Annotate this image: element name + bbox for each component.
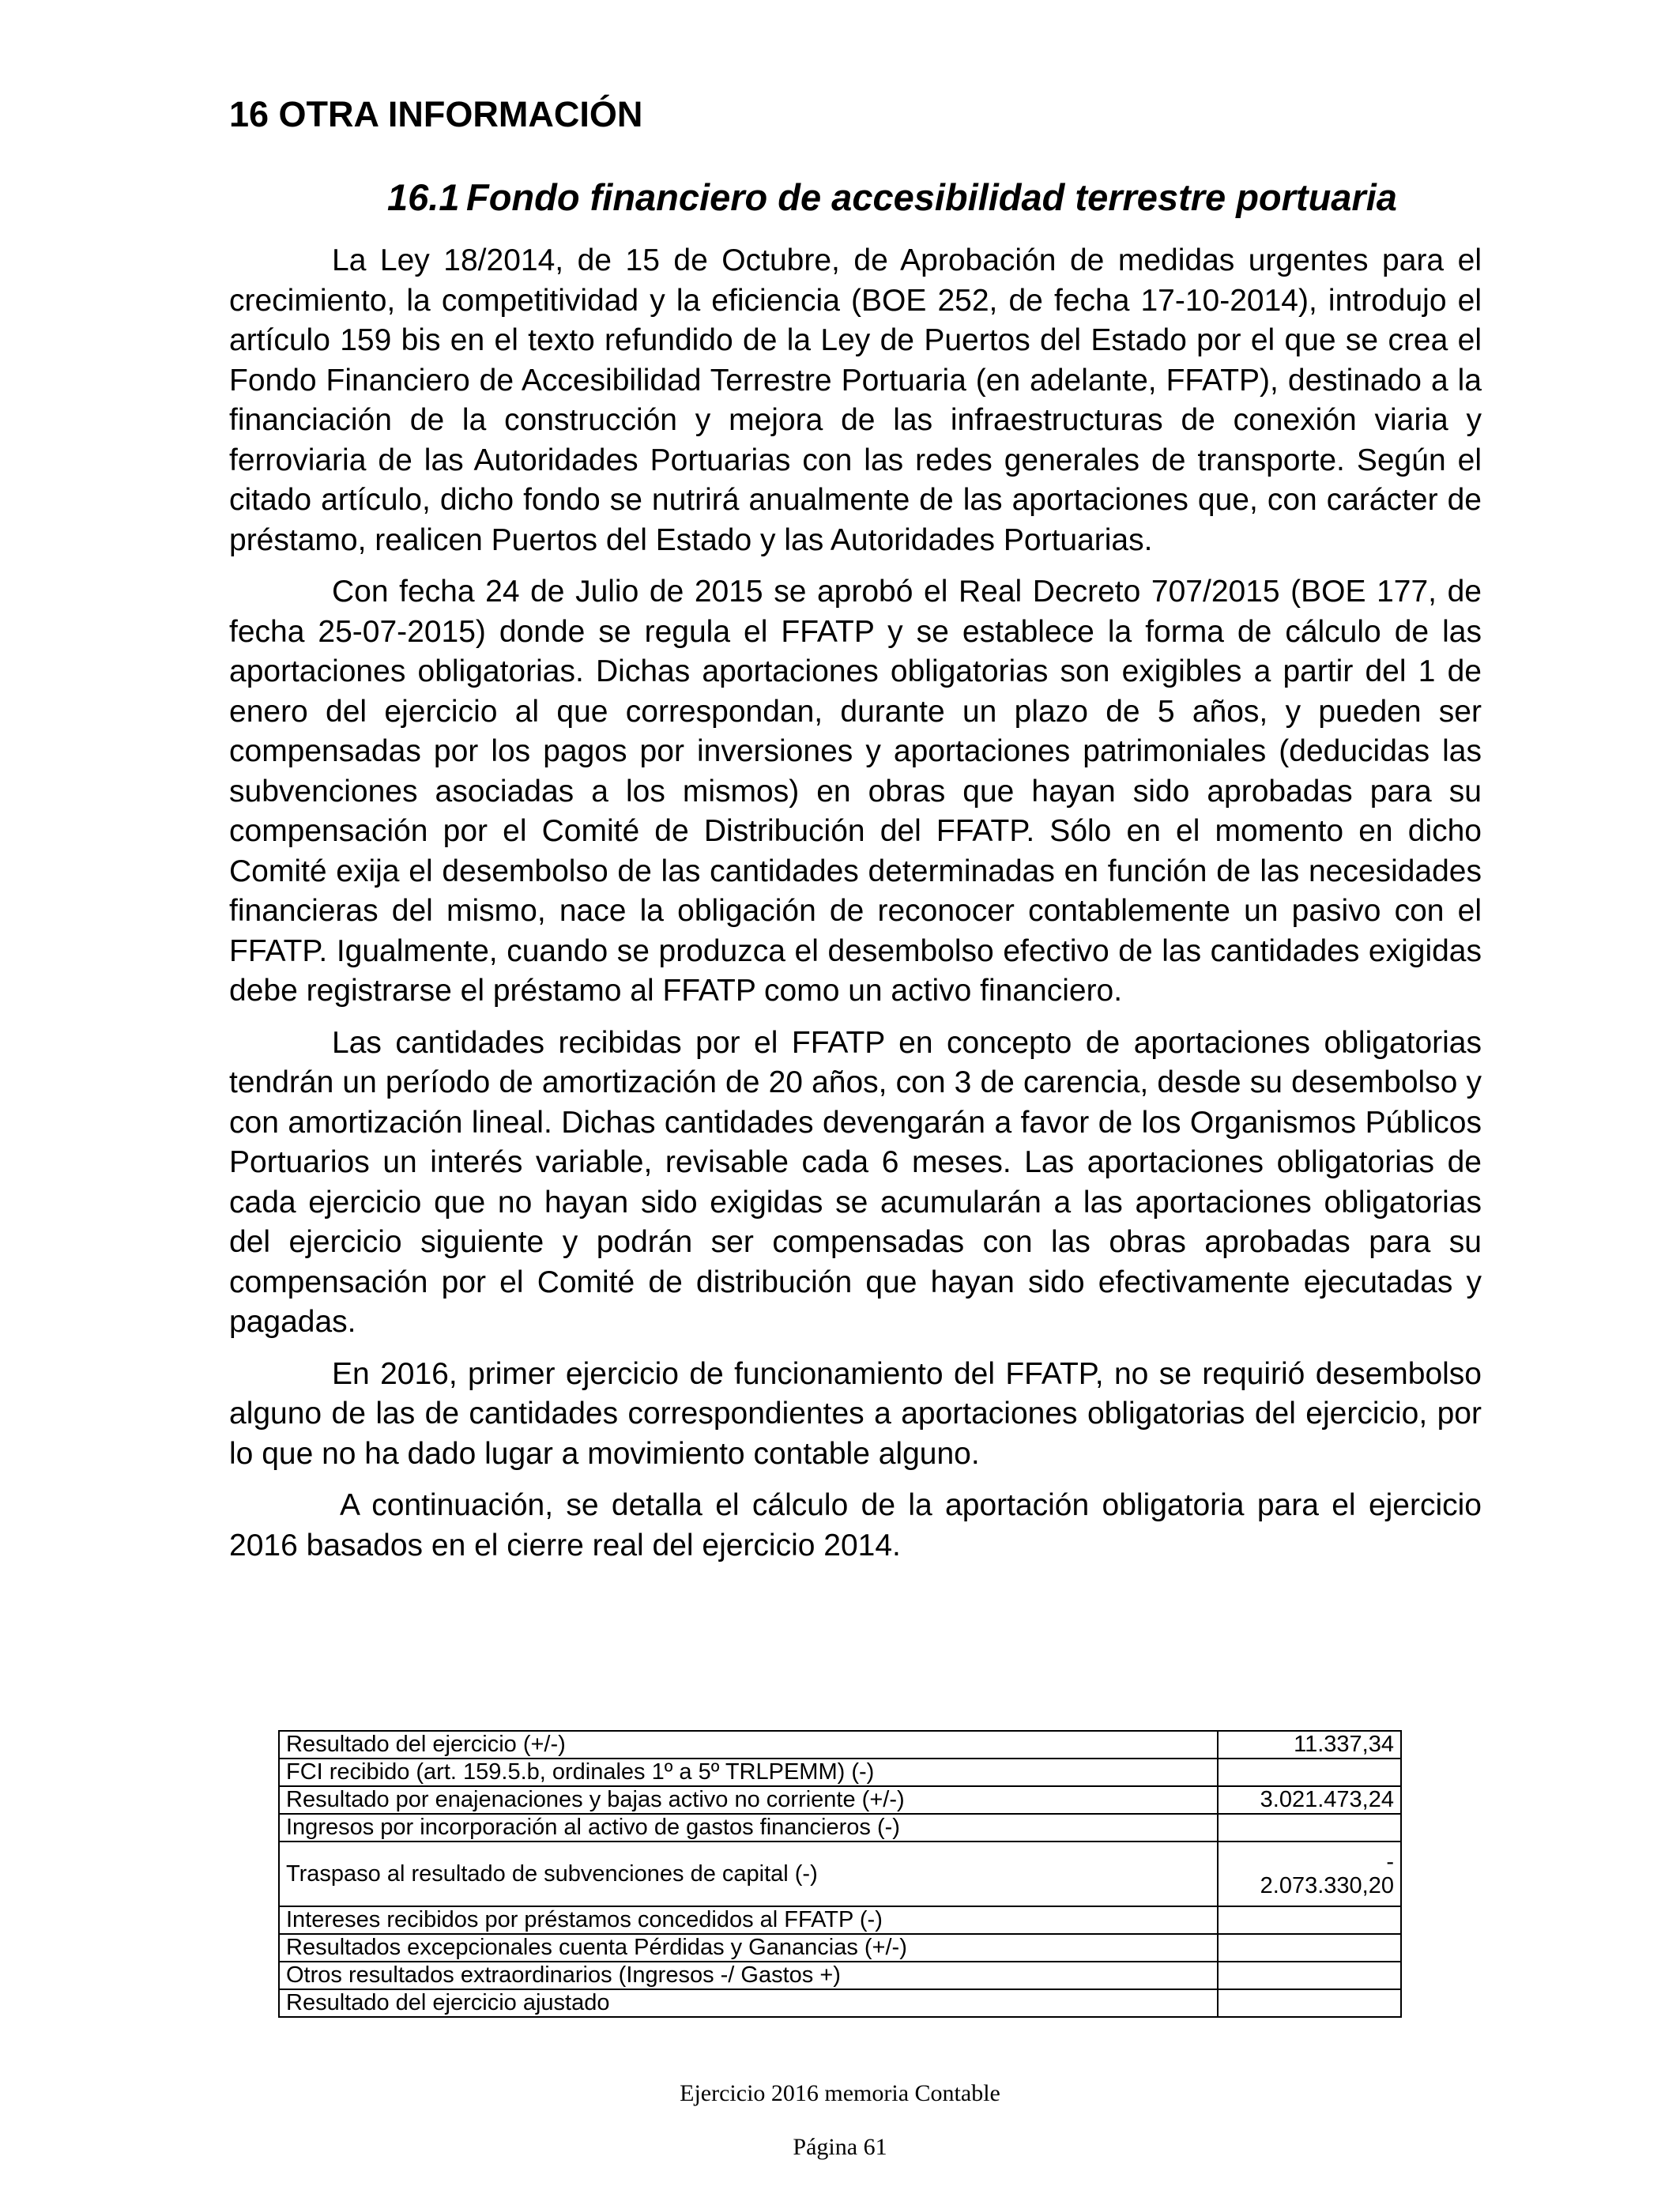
table-row [279,1989,1401,2017]
row-value [1218,1989,1401,2017]
table-row [279,1814,1401,1842]
footer-document-title: Ejercicio 2016 memoria Contable [680,2080,1000,2106]
paragraph-calculo-aportacion: A continuación, se detalla el cálculo de la aportación obligatoria para el ejercicio 2016 basados en el cierre real del ejercicio 2014. [229,1488,1482,1563]
row-value [1218,1842,1401,1906]
chapter-title: 16 OTRA INFORMACIÓN [229,94,643,134]
row-value: 11.337,34 [1218,1731,1401,1759]
section-number: 16.1 [387,176,460,218]
table-row [279,1786,1401,1814]
row-label: Resultados excepcionales cuenta Pérdidas y Ganancias (+/-) [279,1934,1218,1962]
paragraph-real-decreto: Con fecha 24 de Julio de 2015 se aprobó el Real Decreto 707/2015 (BOE 177, de fecha 25-07-2015) donde se regula el FFATP y se establece la forma de cálculo de las aportaciones obligatorias. Dichas aportaciones obligatorias son exigibles a partir del 1 de enero del ejercicio al que correspondan, durante un plazo de 5 años, y pueden ser compensadas por los pagos por inversiones y aportaciones patrimoniales (deducidas las subvenciones asociadas a los mismos) en obras que hayan sido aprobadas para su compensación por el Comité de Distribución del FFATP. Sólo en el momento en dicho Comité exija el desembolso de las cantidades determinadas en función de las necesidades financieras del mismo, nace la obligación de reconocer contablemente un pasivo con el FFATP. Igualmente, cuando se produzca el desembolso efectivo de las cantidades exigidas debe registrarse el préstamo al FFATP como un activo financiero. [229,575,1482,1008]
value-sign: - [1386,1849,1394,1875]
row-label: Otros resultados extraordinarios (Ingresos -/ Gastos +) [279,1962,1218,1989]
row-value [1218,1814,1401,1842]
row-label: FCI recibido (art. 159.5.b, ordinales 1º a 5º TRLPEMM) (-) [279,1759,1218,1786]
body-text [229,241,1482,1566]
footer-page-number: Página 61 [793,2134,887,2160]
table-row [279,1962,1401,1989]
table-row [279,1842,1401,1906]
row-label: Resultado del ejercicio (+/-) [279,1731,1218,1759]
row-label: Intereses recibidos por préstamos concedidos al FFATP (-) [279,1906,1218,1934]
row-value [1218,1962,1401,1989]
table-row [279,1906,1401,1934]
row-value [1218,1934,1401,1962]
row-value [1218,1906,1401,1934]
value-amount: 2.073.330,20 [1260,1873,1394,1898]
paragraph-cantidades-recibidas: Las cantidades recibidas por el FFATP en concepto de aportaciones obligatorias tendrán un período de amortización de 20 años, con 3 de carencia, desde su desembolso y con amortización lineal. Dichas cantidades devengarán a favor de los Organismos Públicos Portuarios un interés variable, revisable cada 6 meses. Las aportaciones obligatorias de cada ejercicio que no hayan sido exigidas se acumularán a las aportaciones obligatorias del ejercicio siguiente y podrán ser compensadas con las obras aprobadas para su compensación por el Comité de distribución que hayan sido efectivamente ejecutadas y pagadas. [229,1025,1482,1339]
table-row [279,1759,1401,1786]
table-row [279,1934,1401,1962]
row-label: Resultado por enajenaciones y bajas activo no corriente (+/-) [279,1786,1218,1814]
row-value [1218,1759,1401,1786]
aportacion-calculation-table [278,1730,1402,2018]
table-row [279,1731,1401,1759]
paragraph-ejercicio-2016: En 2016, primer ejercicio de funcionamiento del FFATP, no se requirió desembolso alguno de las de cantidades correspondientes a aportaciones obligatorias del ejercicio, por lo que no ha dado lugar a movimiento contable alguno. [229,1356,1482,1471]
section-title [387,175,1397,220]
paragraph-ley-18-2014: La Ley 18/2014, de 15 de Octubre, de Aprobación de medidas urgentes para el crecimiento, la competitividad y la eficiencia (BOE 252, de fecha 17-10-2014), introdujo el artículo 159 bis en el texto refundido de la Ley de Puertos del Estado por el que se crea el Fondo Financiero de Accesibilidad Terrestre Portuaria (en adelante, FFATP), destinado a la financiación de la construcción y mejora de las infraestructuras de conexión viaria y ferroviaria de las Autoridades Portuarias con las redes generales de transporte. Según el citado artículo, dicho fondo se nutrirá anualmente de las aportaciones que, con carácter de préstamo, realicen Puertos del Estado y las Autoridades Portuarias. [229,243,1482,557]
row-value: 3.021.473,24 [1218,1786,1401,1814]
section-title-text: Fondo financiero de accesibilidad terrestre portuaria [466,176,1397,218]
row-label: Ingresos por incorporación al activo de gastos financieros (-) [279,1814,1218,1842]
row-label: Resultado del ejercicio ajustado [279,1989,1218,2017]
row-label: Traspaso al resultado de subvenciones de capital (-) [279,1842,1218,1906]
